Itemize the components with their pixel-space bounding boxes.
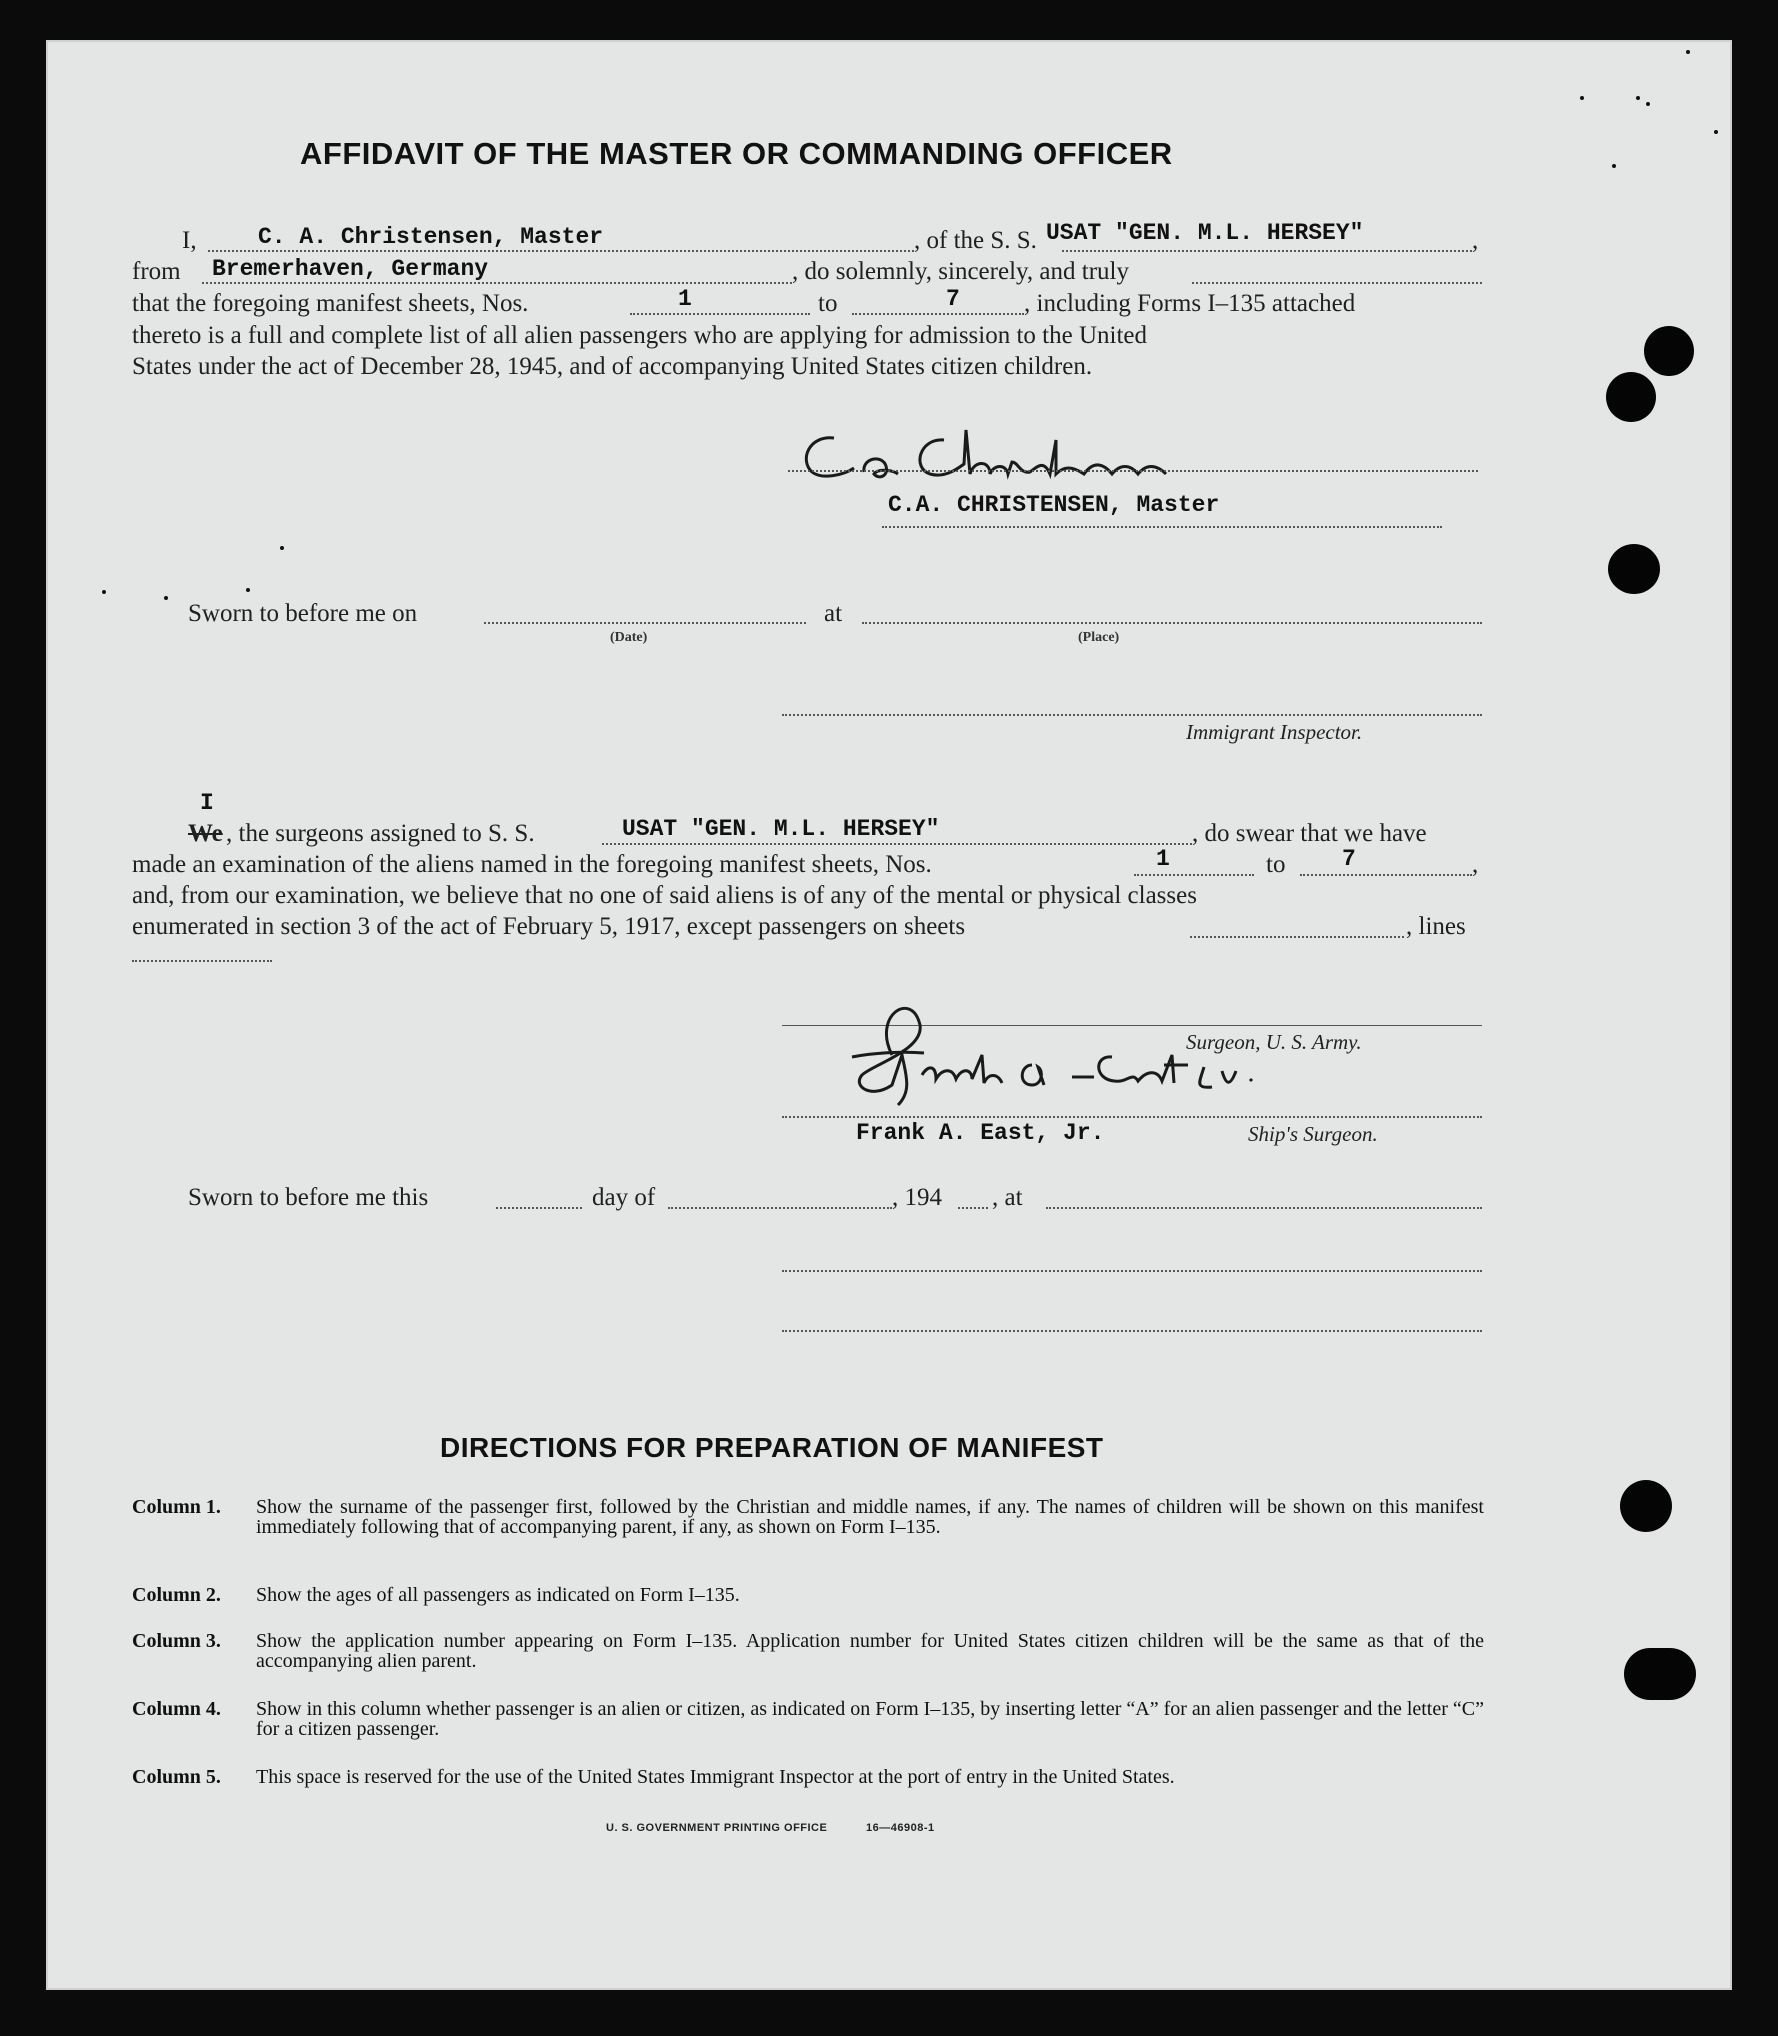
master-typed-line bbox=[882, 526, 1442, 528]
speck bbox=[1646, 102, 1650, 106]
sworn2-day-line bbox=[496, 1207, 582, 1209]
line2-blank bbox=[1192, 282, 1482, 284]
speck bbox=[1636, 96, 1640, 100]
speck bbox=[164, 596, 168, 600]
column-5-text: This space is reserved for the use of the United States Immigrant Inspector at the port of entry in the United States. bbox=[256, 1766, 1175, 1788]
speck bbox=[1580, 96, 1584, 100]
sheet-from-line bbox=[630, 313, 810, 315]
column-2-text: Show the ages of all passengers as indicated on Form I–135. bbox=[256, 1584, 740, 1606]
ships-surgeon-line bbox=[782, 1116, 1482, 1118]
surgeons-line3: and, from our examination, we believe that no one of said aliens is of any of the mental or physical classes bbox=[132, 882, 1197, 909]
port-line bbox=[202, 282, 792, 284]
line1-prefix: I, bbox=[182, 227, 197, 254]
punch-hole bbox=[1644, 326, 1694, 376]
surgeons-line4: enumerated in section 3 of the act of February 5, 1917, except passengers on sheets bbox=[132, 913, 966, 940]
except-sheets-line bbox=[1190, 936, 1404, 938]
speck bbox=[246, 588, 250, 592]
surgeons-line2-end: , bbox=[1472, 851, 1479, 878]
exam-sheet-to: 7 bbox=[1342, 846, 1356, 872]
line1-middle: , of the S. S. bbox=[914, 227, 1037, 254]
column-1-text: Show the surname of the passenger first, followed by the Christian and middle names, if any. The names of children will be shown on this manifest immediately following that of accompanying parent, if any, as shown on Form I–135. bbox=[256, 1496, 1484, 1538]
punch-hole bbox=[1606, 372, 1656, 422]
surgeons-line1-end: , do swear that we have bbox=[1192, 820, 1427, 847]
sworn2-day-of: day of bbox=[592, 1184, 656, 1211]
affidavit-page bbox=[46, 40, 1732, 1990]
surgeons-line2-to: to bbox=[1266, 851, 1286, 878]
speck bbox=[1612, 164, 1616, 168]
directions-title: DIRECTIONS FOR PREPARATION OF MANIFEST bbox=[440, 1432, 1104, 1463]
sheet-to-line bbox=[852, 313, 1024, 315]
date-label: (Date) bbox=[610, 630, 648, 645]
master-typed-name: C.A. CHRISTENSEN, Master bbox=[888, 492, 1220, 518]
column-2-label: Column 2. bbox=[132, 1584, 221, 1606]
surgeons-ship-line bbox=[602, 843, 1192, 845]
sworn2-signature-line-1 bbox=[782, 1270, 1482, 1272]
army-surgeon-label: Surgeon, U. S. Army. bbox=[1186, 1030, 1362, 1054]
punch-hole bbox=[1624, 1648, 1696, 1700]
punch-hole bbox=[1620, 1480, 1672, 1532]
sworn1-at: at bbox=[824, 600, 843, 627]
line4: thereto is a full and complete list of all alien passengers who are applying for admission to the United bbox=[132, 322, 1148, 349]
sworn2-year-line bbox=[958, 1207, 988, 1209]
departure-port: Bremerhaven, Germany bbox=[212, 256, 489, 282]
master-signature-line bbox=[788, 470, 1478, 472]
punch-hole bbox=[1608, 544, 1660, 594]
sworn2-at: , at bbox=[992, 1184, 1023, 1211]
sworn2-year: , 194 bbox=[892, 1184, 942, 1211]
master-name-line bbox=[208, 250, 914, 252]
correction-i: I bbox=[200, 790, 214, 816]
sworn1-place-line bbox=[862, 622, 1482, 624]
exam-sheet-from: 1 bbox=[1156, 846, 1170, 872]
inspector-signature-line bbox=[782, 714, 1482, 716]
line3-prefix: that the foregoing manifest sheets, Nos. bbox=[132, 290, 529, 317]
column-4-text: Show in this column whether passenger is an alien or citizen, as indicated on Form I–135, by inserting letter “A” for an alien passenger and the letter “C” for a citizen passenger. bbox=[256, 1698, 1484, 1740]
sheet-to-number: 7 bbox=[946, 286, 960, 312]
printer-credit: U. S. GOVERNMENT PRINTING OFFICE bbox=[606, 1822, 828, 1834]
sworn2-text: Sworn to before me this bbox=[188, 1184, 429, 1211]
struck-we: We bbox=[188, 820, 223, 847]
speck bbox=[102, 590, 106, 594]
ships-surgeon-label: Ship's Surgeon. bbox=[1248, 1122, 1378, 1146]
line2-middle: , do solemnly, sincerely, and truly bbox=[792, 258, 1129, 285]
column-3-text: Show the application number appearing on Form I–135. Application number for United States citizen children will be the same as that of the accompanying alien parent. bbox=[256, 1630, 1484, 1672]
column-5-label: Column 5. bbox=[132, 1766, 221, 1788]
surgeons-line2: made an examination of the aliens named in the foregoing manifest sheets, Nos. bbox=[132, 851, 932, 878]
except-lines-line bbox=[132, 960, 272, 962]
line2-prefix: from bbox=[132, 258, 181, 285]
surgeons-line1: , the surgeons assigned to S. S. bbox=[226, 820, 535, 847]
form-code: 16—46908-1 bbox=[866, 1822, 935, 1834]
svg-text:C.A. Christensen: C.A. Christensen bbox=[794, 420, 801, 421]
line1-suffix: , bbox=[1472, 227, 1479, 254]
exam-sheet-from-line bbox=[1134, 874, 1254, 876]
column-4-label: Column 4. bbox=[132, 1698, 221, 1720]
sworn1-text: Sworn to before me on bbox=[188, 600, 418, 627]
column-1-label: Column 1. bbox=[132, 1496, 221, 1518]
affidavit-title: AFFIDAVIT OF THE MASTER OR COMMANDING OFFICER bbox=[300, 136, 1173, 171]
surgeons-line4-end: , lines bbox=[1406, 913, 1466, 940]
sworn2-month-line bbox=[668, 1207, 892, 1209]
immigrant-inspector-label: Immigrant Inspector. bbox=[1186, 720, 1363, 744]
ships-surgeon-typed-name: Frank A. East, Jr. bbox=[856, 1120, 1105, 1146]
master-signature bbox=[794, 420, 1214, 495]
exam-sheet-to-line bbox=[1300, 874, 1472, 876]
place-label: (Place) bbox=[1078, 630, 1120, 645]
sworn1-date-line bbox=[484, 622, 806, 624]
svg-text:Frank A. East Jr.: Frank A. East Jr. bbox=[832, 995, 839, 996]
ship-name-line bbox=[1062, 250, 1472, 252]
sheet-from-number: 1 bbox=[678, 286, 692, 312]
surgeons-ship-name: USAT "GEN. M.L. HERSEY" bbox=[622, 816, 940, 842]
line3-to: to bbox=[818, 290, 838, 317]
line5: States under the act of December 28, 1945, and of accompanying United States citizen children. bbox=[132, 353, 1093, 380]
sworn2-signature-line-2 bbox=[782, 1330, 1482, 1332]
speck bbox=[1714, 130, 1718, 134]
master-name: C. A. Christensen, Master bbox=[258, 224, 604, 250]
speck bbox=[1686, 50, 1690, 54]
column-3-label: Column 3. bbox=[132, 1630, 221, 1652]
ship-name: USAT "GEN. M.L. HERSEY" bbox=[1046, 220, 1364, 246]
speck bbox=[280, 546, 284, 550]
line3-suffix: , including Forms I–135 attached bbox=[1024, 290, 1356, 317]
sworn2-place-line bbox=[1046, 1207, 1482, 1209]
